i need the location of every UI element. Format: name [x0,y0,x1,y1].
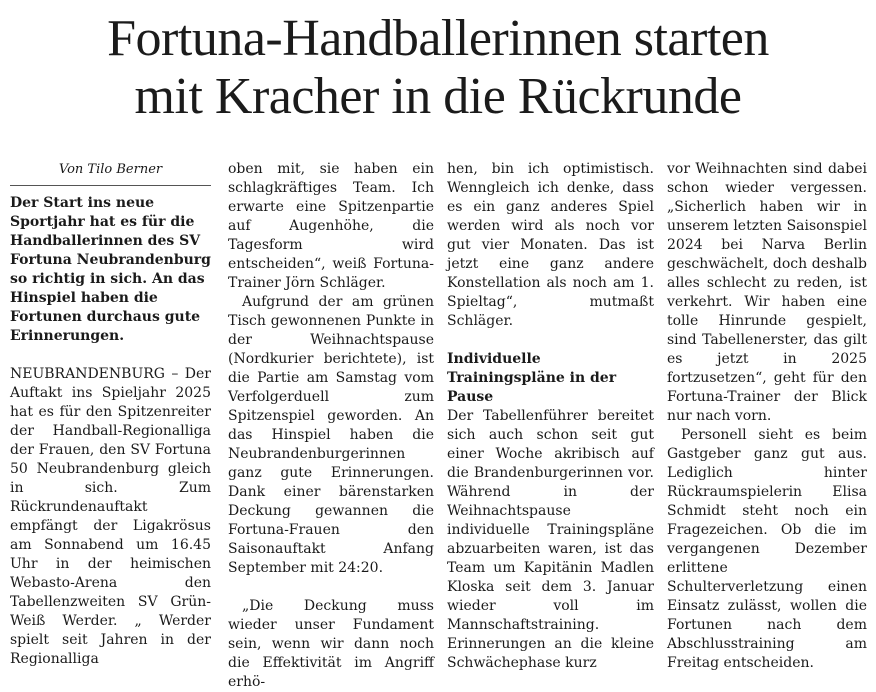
column-2 [228,160,434,692]
lead-paragraph: Der Start ins neue Sportjahr hat es für die Handballerinnen des SV Fortuna Neubrandenburg so richtig in sich. An das Hinspiel haben die Fortunen durchaus gute Erinnerungen. [10,195,211,344]
paragraph-1-part-2: oben mit, sie haben ein schlagkräftiges Team. Ich erwarte eine Spitzenpartie auf Augenhöhe, die Tagesform wird entscheiden“, weiß Fortuna-Trainer Jörn Schläger. [228,161,434,291]
paragraph-3-part-1: „Die Deckung muss wieder unser Fundament sein, wenn wir dann noch die Effektivität im Angriff erhö- [228,598,434,690]
paragraph-3-part-2: hen, bin ich optimistisch. Wenngleich ich denke, dass es ein ganz anderes Spiel werden wird als noch vor gut vier Monaten. Das ist jetzt eine ganz andere Konstellation als noch am 1. Spieltag“, mutmaßt Schläger. [447,161,654,329]
column-1 [10,160,211,669]
paragraph-5: Personell sieht es beim Gastgeber ganz gut aus. Lediglich hinter Rückraumspielerin Elisa Schmidt steht noch ein Fragezeichen. Ob die im vergangenen Dezember erlittene Schulterverletzung einen Einsatz zulässt, wollen die Fortunen nach dem Abschlusstraining am Freitag entscheiden. [667,427,867,671]
headline-line-1: Fortuna-Handballerinnen starten [107,10,769,67]
paragraph-1-part-1: NEUBRANDENBURG – Der Auftakt ins Spieljahr 2025 hat es für den Spitzenreiter der Handball-Regionalliga der Frauen, den SV Fortuna 50 Neubrandenburg gleich in sich. Zum Rückrundenauftakt empfängt der Ligakrösus am Sonnabend um 16.45 Uhr in der heimischen Webasto-Arena den Tabellenzweiten SV Grün-Weiß Werder. „ Werder spielt seit Jahren in der Regionalliga [10,366,211,667]
subheading: Individuelle Trainingspläne in der Pause [447,351,617,405]
headline [0,10,876,126]
column-4 [667,160,867,673]
paragraph-4-part-2: vor Weihnachten sind dabei schon wieder vergessen. „Sicherlich haben wir in unserem letzten Saisonspiel 2024 bei Narva Berlin geschwächelt, doch deshalb alles schlecht zu reden, ist verkehrt. Wir haben eine tolle Hinrunde gespielt, sind Tabellenerster, das gilt es jetzt in 2025 fortzusetzen“, geht für den Fortuna-Trainer der Blick nur nach vorn. [667,161,867,424]
headline-line-2: mit Kracher in die Rückrunde [134,68,742,125]
byline: Von Tilo Berner [10,160,211,186]
paragraph-4-part-1: Der Tabellenführer bereitet sich auch schon seit gut einer Woche akribisch auf die Brandenburgerinnen vor. Während in der Weihnachtspause individuelle Trainingspläne abzuarbeiten waren, ist das Team um Kapitänin Madlen Kloska seit dem 3. Januar wieder voll im Mannschaftstraining. Erinnerungen an die kleine Schwächephase kurz [447,408,654,671]
column-3 [447,160,654,673]
paragraph-2: Aufgrund der am grünen Tisch gewonnenen Punkte in der Weihnachtspause (Nordkurier berichtete), ist die Partie am Samstag vom Verfolgerduell zum Spitzenspiel geworden. An das Hinspiel haben die Neubrandenburgerinnen ganz gute Erinnerungen. Dank einer bärenstarken Deckung gewannen die Fortuna-Frauen den Saisonauftakt Anfang September mit 24:20. [228,294,434,576]
